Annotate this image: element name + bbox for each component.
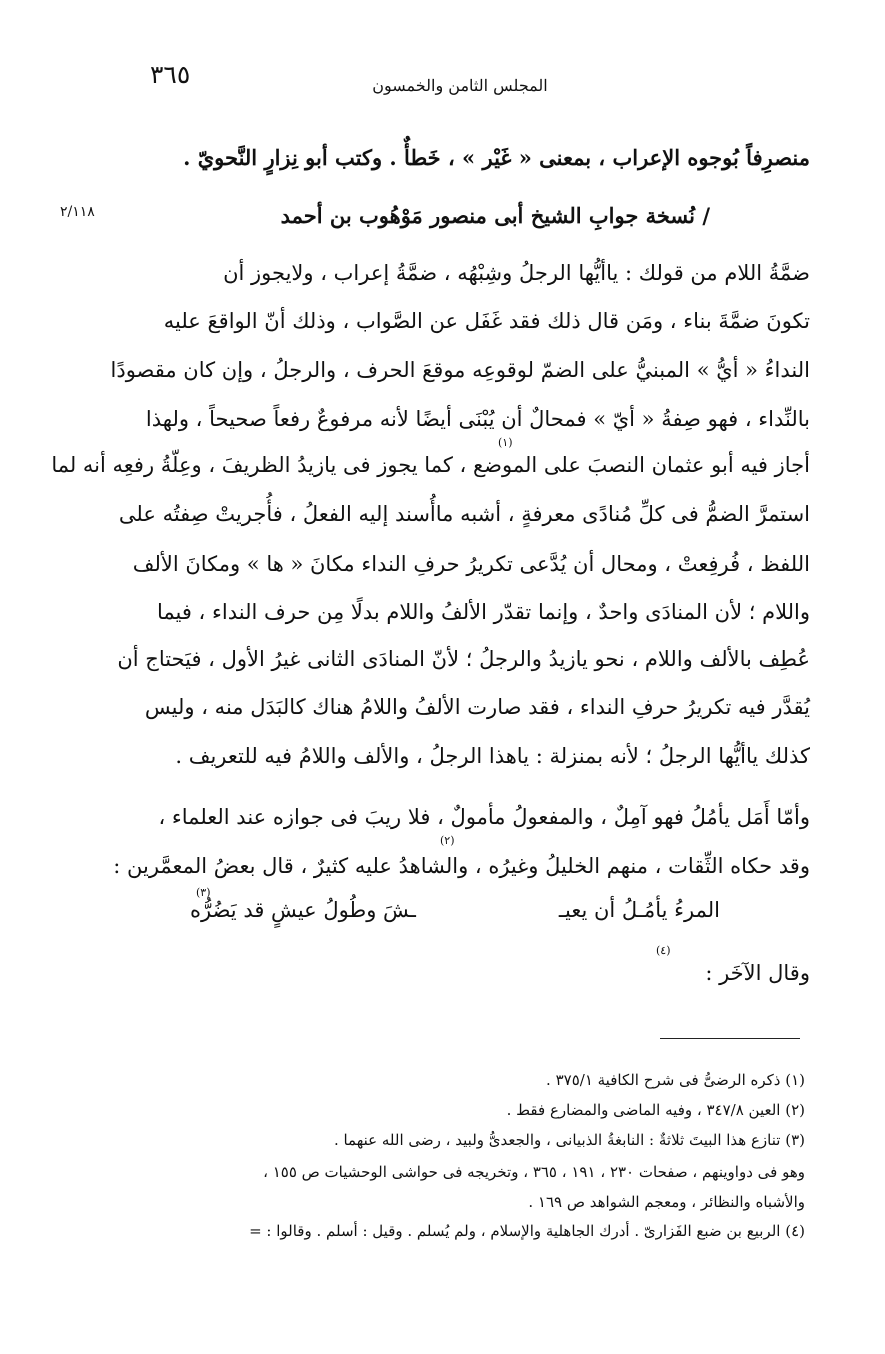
footnote-mark-2: (٢) xyxy=(440,834,455,847)
footnote-mark-4: (٤) xyxy=(656,944,671,957)
running-head: المجلس الثامن والخمسون xyxy=(372,76,548,95)
footnote-1: (١) ذكره الرضىُّ فى شرح الكافية ٣٧٥/١ . xyxy=(546,1071,805,1089)
body-line-14: وقد حكاه الثِّقات ، منهم الخليلُ وغيرُه ، والشاهدُ عليه كثيرٌ ، قال بعضُ المعمَّرين : xyxy=(113,854,810,878)
footnote-3-cont-1: وهو فى دواوينهم ، صفحات ٢٣٠ ، ١٩١ ، ٣٦٥ ، وتخريجه فى حواشى الوحشيات ص ١٥٥ ، xyxy=(263,1163,805,1181)
footnote-3: (٣) تنازع هذا البيتَ ثلاثةٌ : النابغةُ الذبيانى ، والجعدىُّ ولبيد ، رضى الله عنهما . xyxy=(333,1131,805,1149)
body-line-3: تكونَ ضمَّةَ بناء ، ومَن قال ذلك فقد غَفَل عن الصَّواب ، وذلك أنّ الواقعَ عليه xyxy=(163,309,810,333)
page-number: ٣٦٥ xyxy=(150,60,191,89)
section-heading: / نُسخة جوابِ الشيخ أبى منصور مَوْهُوب بن أحمد xyxy=(280,203,710,228)
body-line-8: اللفظ ، فُرفِعتْ ، ومحال أن يُدَّعى تكريرُ حرفِ النداء مكانَ « ها » ومكانَ الألف xyxy=(132,552,810,576)
body-line-13: وأمّا أَمَل يأمُلُ فهو آمِلٌ ، والمفعولُ مأمولٌ ، فلا ريبَ فى جوازه عند العلماء ، xyxy=(158,805,810,829)
body-line-5: بالنِّداء ، فهو صِفةُ « أيّ » فمحالٌ أن يُبْنَى أيضًا لأنه مرفوعٌ رفعاً صحيحاً ، ولهذا xyxy=(145,407,810,431)
body-line-2: ضمَّةُ اللام من قولك : ياأيُّها الرجلُ وشِبْهُه ، ضمَّةُ إعراب ، ولايجوز أن xyxy=(223,261,810,285)
footnote-3-cont-2: والأشباه والنظائر ، ومعجم الشواهد ص ١٦٩ . xyxy=(528,1193,805,1211)
footnote-4: (٤) الربيع بن ضبع الفَزارىّ . أدرك الجاهلية والإسلام ، ولم يُسلم . وقيل : أسلم . وقالوا : = xyxy=(249,1222,805,1240)
verse-line xyxy=(190,898,720,922)
footnote-2: (٢) العين ٣٤٧/٨ ، وفيه الماضى والمضارع فقط . xyxy=(506,1101,805,1119)
body-line-10: عُطِف بالألف واللام ، نحو يازيدُ والرجلُ ؛ لأنّ المنادَى الثانى غيرُ الأول ، فيَحتاج أن xyxy=(117,647,810,671)
footnote-separator xyxy=(660,1038,800,1039)
verse-second-half: ـشَ وطُولُ عيشٍ قد يَضُرُّه xyxy=(190,898,416,922)
body-line-7: استمرَّ الضمُّ فى كلِّ مُنادًى معرفةٍ ، أشبه ماأُسند إليه الفعلُ ، فأُجريتْ صِفتُه على xyxy=(118,502,810,526)
body-line-11: يُقدَّر فيه تكريرُ حرفِ النداء ، فقد صارت الألفُ واللامُ هناك كالبَدَل منه ، وليس xyxy=(144,695,810,719)
body-line-6-text: أجاز فيه أبو عثمان النصبَ على الموضع ، كما يجوز فى يازيدُ الظريفَ ، وعِلّةُ رفعِه أنه لما xyxy=(51,453,810,477)
footnote-mark-1: (١) xyxy=(498,436,513,449)
body-line-1: منصرِفاً بُوجوه الإعراب ، بمعنى « غَيْر » ، خَطأٌ . وكتب أبو نِزارٍ النَّحويّ . xyxy=(183,145,810,170)
body-line-12: كذلك ياأيُّها الرجلُ ؛ لأنه بمنزلة : ياهذا الرجلُ ، والألف واللامُ فيه للتعريف . xyxy=(175,744,810,768)
verse-first-half: المرءُ يأمُـلُ أن يعيـ xyxy=(558,898,720,922)
margin-reference: ٢/١١٨ xyxy=(60,204,95,220)
body-line-9: واللام ؛ لأن المنادَى واحدٌ ، وإنما تقدّر الألفُ واللام بدلًا مِن حرف النداء ، فيما xyxy=(156,600,810,624)
closing-line: وقال الآخَر : xyxy=(705,961,810,985)
body-line-6 xyxy=(51,450,810,480)
footnote-mark-3: (٣) xyxy=(196,886,211,899)
body-line-4: النداءُ « أيُّ » المبنيُّ على الضمّ لوقوعِه موقعَ الحرف ، والرجلُ ، وإن كان مقصودًا xyxy=(110,358,810,382)
